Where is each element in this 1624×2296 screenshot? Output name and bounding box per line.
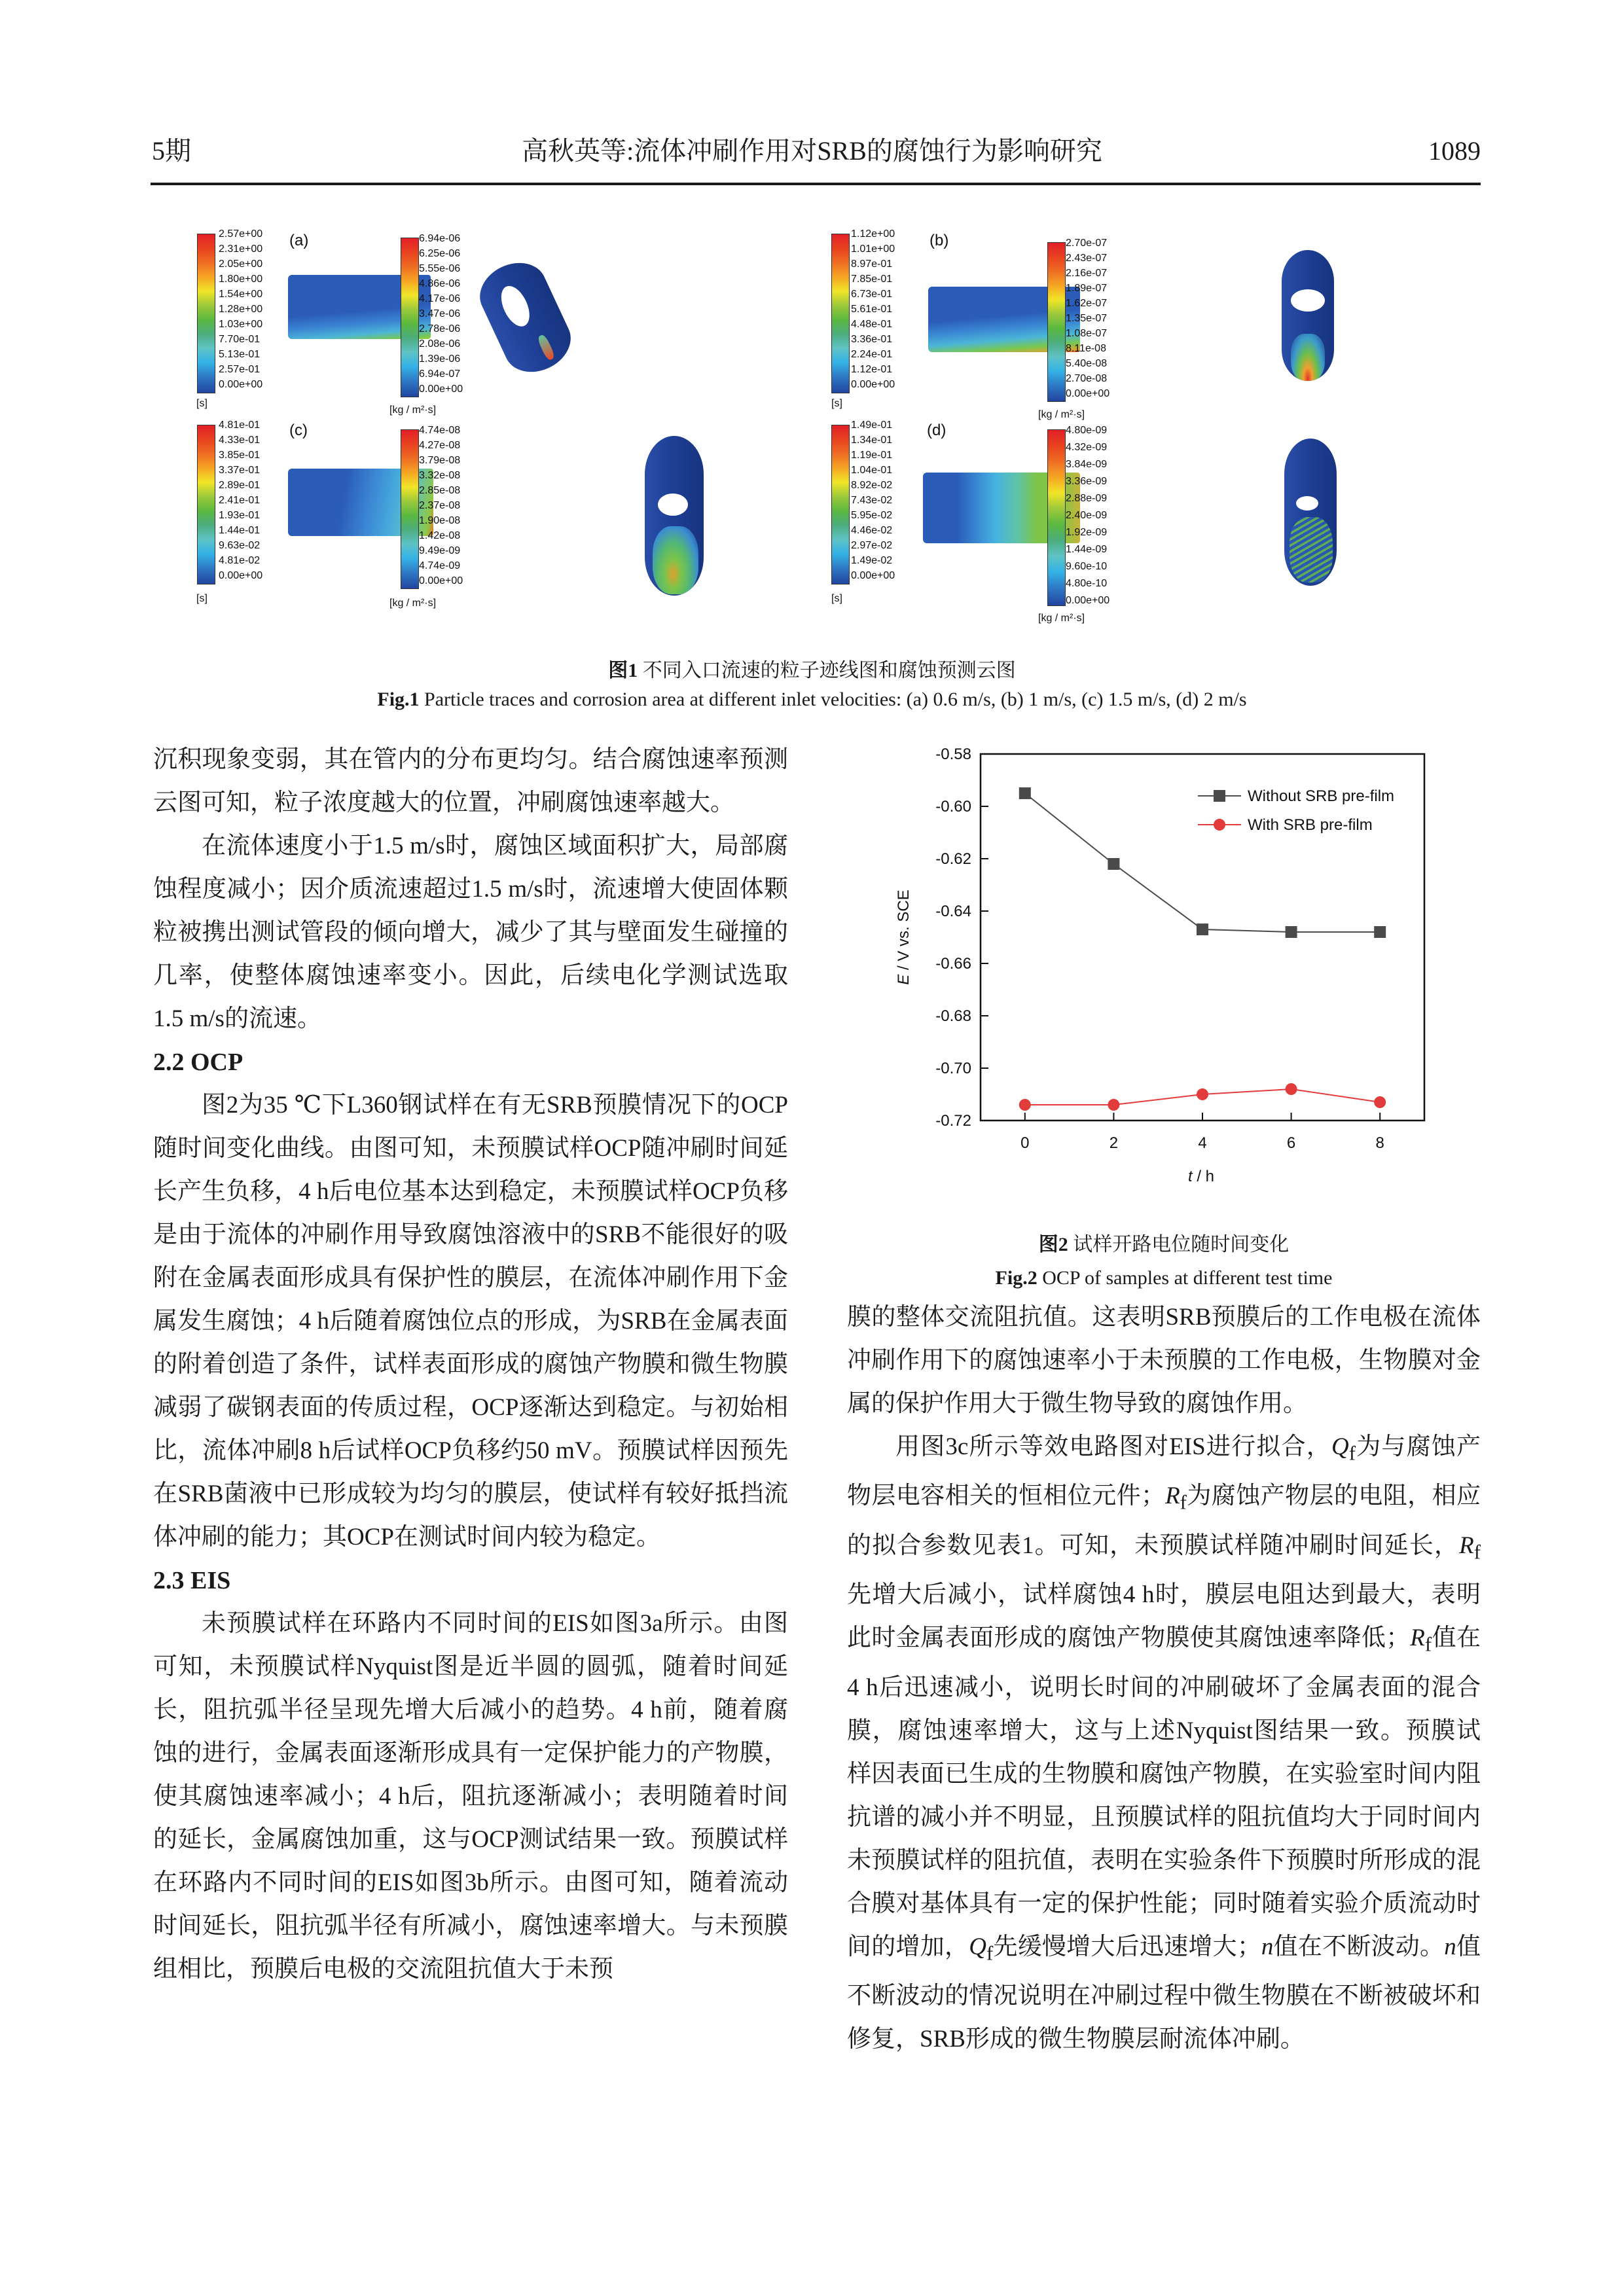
chart-legend bbox=[1198, 787, 1394, 834]
chart-series bbox=[1019, 787, 1386, 1111]
left-column bbox=[153, 738, 788, 1991]
panel-label: (c) bbox=[289, 422, 308, 439]
corrosion-unit: [kg / m²·s] bbox=[1038, 613, 1085, 624]
symbol-qf: Q bbox=[969, 1933, 986, 1960]
paragraph: 在流体速度小于1.5 m/s时，腐蚀区域面积扩大，局部腐蚀程度减小；因介质流速超过1.5 m/s时，流速增大使固体颗粒被携出测试管段的倾向增大，减少了其与壁面发生碰撞的几率，使整体腐蚀速率变小。因此，后续电化学测试选取1.5 m/s的流速。 bbox=[153, 833, 788, 1032]
figure-1-caption-cn: 图1 不同入口流速的粒子迹线图和腐蚀预测云图 bbox=[608, 660, 1016, 681]
svg-text:-0.58: -0.58 bbox=[935, 745, 971, 763]
figure-1-caption-en: Fig.1 Particle traces and corrosion area at different inlet velocities: (a) 0.6 m/s, (b) 1 m/s, (c) 1.5 m/s, (d) 2 m/s bbox=[377, 689, 1247, 710]
symbol-n: n bbox=[1444, 1933, 1456, 1960]
svg-text:-0.68: -0.68 bbox=[935, 1007, 971, 1025]
svg-text:8: 8 bbox=[1375, 1134, 1384, 1152]
paragraph: 未预膜试样在环路内不同时间的EIS如图3a所示。由图可知，未预膜试样Nyquist图是近半圆的圆弧，随着时间延长，阻抗弧半径呈现先增大后减小的趋势。4 h前，随着腐蚀的进行，金属表面逐渐形成具有一定保护能力的产物膜，使其腐蚀速率减小；4 h后，阻抗逐渐减小；表明随着时间的延长，金属腐蚀加重，这与OCP测试结果一致。预膜试样在环路内不同时间的EIS如图3b所示。由图可知，随着流动时间延长，阻抗弧半径有所减小，腐蚀速率增大。与未预膜组相比，预膜后电极的交流阻抗值大于未预 bbox=[153, 1610, 788, 1982]
symbol-qf: Q bbox=[1331, 1433, 1349, 1460]
trace-colorbar bbox=[197, 425, 215, 584]
trace-colorbar-ticks: 1.12e+00 1.01e+00 8.97e-01 7.85e-01 6.73e-01 5.61e-01 4.48e-01 3.36e-01 2.24e-01 1.12e-01 0.00e+00 bbox=[851, 228, 895, 390]
svg-text:6: 6 bbox=[1286, 1134, 1296, 1152]
y-axis-label: E / V vs. SCE bbox=[895, 889, 912, 985]
corrosion-tube bbox=[1282, 250, 1334, 381]
corrosion-colorbar bbox=[401, 429, 419, 589]
trace-colorbar-ticks: 1.49e-01 1.34e-01 1.19e-01 1.04e-01 8.92e-02 7.43e-02 5.95e-02 4.46e-02 2.97e-02 1.49e-02 0.00e+00 bbox=[851, 420, 895, 581]
svg-text:-0.70: -0.70 bbox=[935, 1060, 971, 1077]
trace-colorbar bbox=[831, 425, 850, 584]
svg-text:-0.64: -0.64 bbox=[935, 903, 971, 920]
figure-1 bbox=[0, 0, 1624, 720]
symbol-n: n bbox=[1261, 1933, 1274, 1960]
running-title: 高秋英等:流体冲刷作用对SRB的腐蚀行为影响研究 bbox=[522, 136, 1102, 166]
figure-2-ocp-chart bbox=[871, 740, 1447, 1198]
section-heading-eis: 2.3 EIS bbox=[153, 1567, 231, 1594]
trace-colorbar bbox=[831, 234, 850, 393]
figure-1-panel-a bbox=[190, 229, 818, 425]
corrosion-colorbar bbox=[1047, 429, 1066, 606]
corrosion-colorbar-ticks: 6.94e-06 6.25e-06 5.55e-06 4.86e-06 4.17e-06 3.47e-06 2.78e-06 2.08e-06 1.39e-06 6.94e-07 0.00e+00 bbox=[419, 233, 463, 395]
x-axis-ticks bbox=[1020, 1113, 1384, 1152]
svg-text:Without SRB pre-film: Without SRB pre-film bbox=[1248, 787, 1395, 805]
corrosion-unit: [kg / m²·s] bbox=[389, 404, 437, 416]
right-column bbox=[847, 1296, 1481, 2061]
symbol-rf: R bbox=[1410, 1624, 1425, 1652]
trace-unit: [s] bbox=[831, 593, 842, 604]
panel-label: (b) bbox=[929, 232, 949, 249]
symbol-rf: R bbox=[1165, 1482, 1180, 1510]
trace-unit: [s] bbox=[831, 398, 842, 409]
trace-unit: [s] bbox=[196, 593, 208, 604]
paragraph: 用图3c所示等效电路图对EIS进行拟合，$Q_f$为与腐蚀产物层电容相关的恒相位元件；$R_f$为腐蚀产物层的电阻，相应的拟合参数见表1。可知，未预膜试样随冲刷时间延长，$R_f$先增大后减小，试样腐蚀4 h时，膜层电阻达到最大，表明此时金属表面形成的腐蚀产物膜使其腐蚀速率降低；$R_f$值在4 h后迅速减小，说明长时间的冲刷破坏了金属表面的混合膜，腐蚀速率增大，这与上述Nyquist图结果一致。预膜试样因表面已生成的生物膜和腐蚀产物膜，在实验室时间内阻抗谱的减小并不明显，且预膜试样的阻抗值均大于同时间内未预膜试样的阻抗值，表明在实验条件下预膜时所形成的混合膜对基体具有一定的保护性能；同时随着实验介质流动时间的增加，$Q_f$先缓慢增大后迅速增大；n值在不断波动。n值不断波动的情况说明在冲刷过程中微生物膜在不断被破坏和修复，SRB形成的微生物膜层耐流体冲刷。 bbox=[847, 1433, 1481, 2053]
paragraph: 沉积现象变弱，其在管内的分布更均匀。结合腐蚀速率预测云图可知，粒子浓度越大的位置，冲刷腐蚀速率越大。 bbox=[153, 746, 788, 816]
paragraph: 膜的整体交流阻抗值。这表明SRB预膜后的工作电极在流体冲刷作用下的腐蚀速率小于未预膜的工作电极，生物膜对金属的保护作用大于微生物导致的腐蚀作用。 bbox=[847, 1304, 1481, 1417]
svg-text:4: 4 bbox=[1198, 1134, 1207, 1152]
svg-text:2: 2 bbox=[1109, 1134, 1119, 1152]
corrosion-colorbar-ticks: 4.80e-09 4.32e-09 3.84e-09 3.36e-09 2.88e-09 2.40e-09 1.92e-09 1.44e-09 9.60e-10 4.80e-10 0.00e+00 bbox=[1066, 425, 1110, 606]
corrosion-colorbar-ticks: 2.70e-07 2.43e-07 2.16e-07 1.89e-07 1.62e-07 1.35e-07 1.08e-07 8.11e-08 5.40e-08 2.70e-08 0.00e+00 bbox=[1066, 238, 1110, 399]
figure-1-panel-b bbox=[831, 229, 1460, 425]
corrosion-unit: [kg / m²·s] bbox=[389, 598, 437, 609]
section-heading-ocp: 2.2 OCP bbox=[153, 1049, 244, 1076]
paragraph: 图2为35 ℃下L360钢试样在有无SRB预膜情况下的OCP随时间变化曲线。由图可知，未预膜试样OCP随冲刷时间延长产生负移，4 h后电位基本达到稳定，未预膜试样OCP负移是由于流体的冲刷作用导致腐蚀溶液中的SRB不能很好的吸附在金属表面形成具有保护性的膜层，在流体冲刷作用下金属发生腐蚀；4 h后随着腐蚀位点的形成，为SRB在金属表面的附着创造了条件，试样表面形成的腐蚀产物膜和微生物膜减弱了碳钢表面的传质过程，OCP逐渐达到稳定。与初始相比，流体冲刷8 h后试样OCP负移约50 mV。预膜试样因预先在SRB菌液中已形成较为均匀的膜层，使试样有较好抵挡流体冲刷的能力；其OCP在测试时间内较为稳定。 bbox=[153, 1092, 788, 1551]
corrosion-tube bbox=[1284, 439, 1337, 586]
svg-text:0: 0 bbox=[1020, 1134, 1030, 1152]
corrosion-colorbar-ticks: 4.74e-08 4.27e-08 3.79e-08 3.32e-08 2.85e-08 2.37e-08 1.90e-08 1.42e-08 9.49e-09 4.74e-09 0.00e+00 bbox=[419, 425, 463, 586]
page-number: 1089 bbox=[1428, 136, 1481, 166]
svg-text:-0.72: -0.72 bbox=[935, 1112, 971, 1130]
svg-text:-0.60: -0.60 bbox=[935, 798, 971, 816]
corrosion-colorbar bbox=[401, 238, 419, 397]
svg-text:With SRB pre-film: With SRB pre-film bbox=[1248, 816, 1373, 834]
panel-label: (a) bbox=[289, 232, 309, 249]
figure-2-caption-en: Fig.2 OCP of samples at different test time bbox=[995, 1267, 1333, 1289]
panel-label: (d) bbox=[927, 422, 947, 439]
trace-colorbar-ticks: 4.81e-01 4.33e-01 3.85e-01 3.37e-01 2.89e-01 2.41e-01 1.93e-01 1.44e-01 9.63e-02 4.81e-02 0.00e+00 bbox=[219, 420, 263, 581]
trace-colorbar bbox=[197, 234, 215, 393]
trace-unit: [s] bbox=[196, 398, 208, 409]
journal-issue: 5期 bbox=[152, 136, 191, 166]
corrosion-unit: [kg / m²·s] bbox=[1038, 409, 1085, 420]
corrosion-colorbar bbox=[1047, 242, 1066, 402]
figure-2-caption bbox=[847, 1228, 1481, 1289]
ocp-line-chart bbox=[871, 740, 1447, 1198]
svg-text:-0.66: -0.66 bbox=[935, 955, 971, 973]
corrosion-tube bbox=[645, 436, 704, 596]
svg-text:-0.62: -0.62 bbox=[935, 850, 971, 868]
figure-1-panel-d bbox=[831, 419, 1460, 624]
symbol-rf: R bbox=[1459, 1532, 1474, 1559]
figure-1-panel-c bbox=[190, 419, 818, 615]
plot-frame bbox=[981, 754, 1424, 1121]
trace-colorbar-ticks: 2.57e+00 2.31e+00 2.05e+00 1.80e+00 1.54e+00 1.28e+00 1.03e+00 7.70e-01 5.13e-01 2.57e-01 0.00e+00 bbox=[219, 228, 263, 390]
figure-2-caption-cn: 图2 试样开路电位随时间变化 bbox=[1038, 1234, 1290, 1255]
x-axis-label: t / h bbox=[1187, 1168, 1215, 1185]
